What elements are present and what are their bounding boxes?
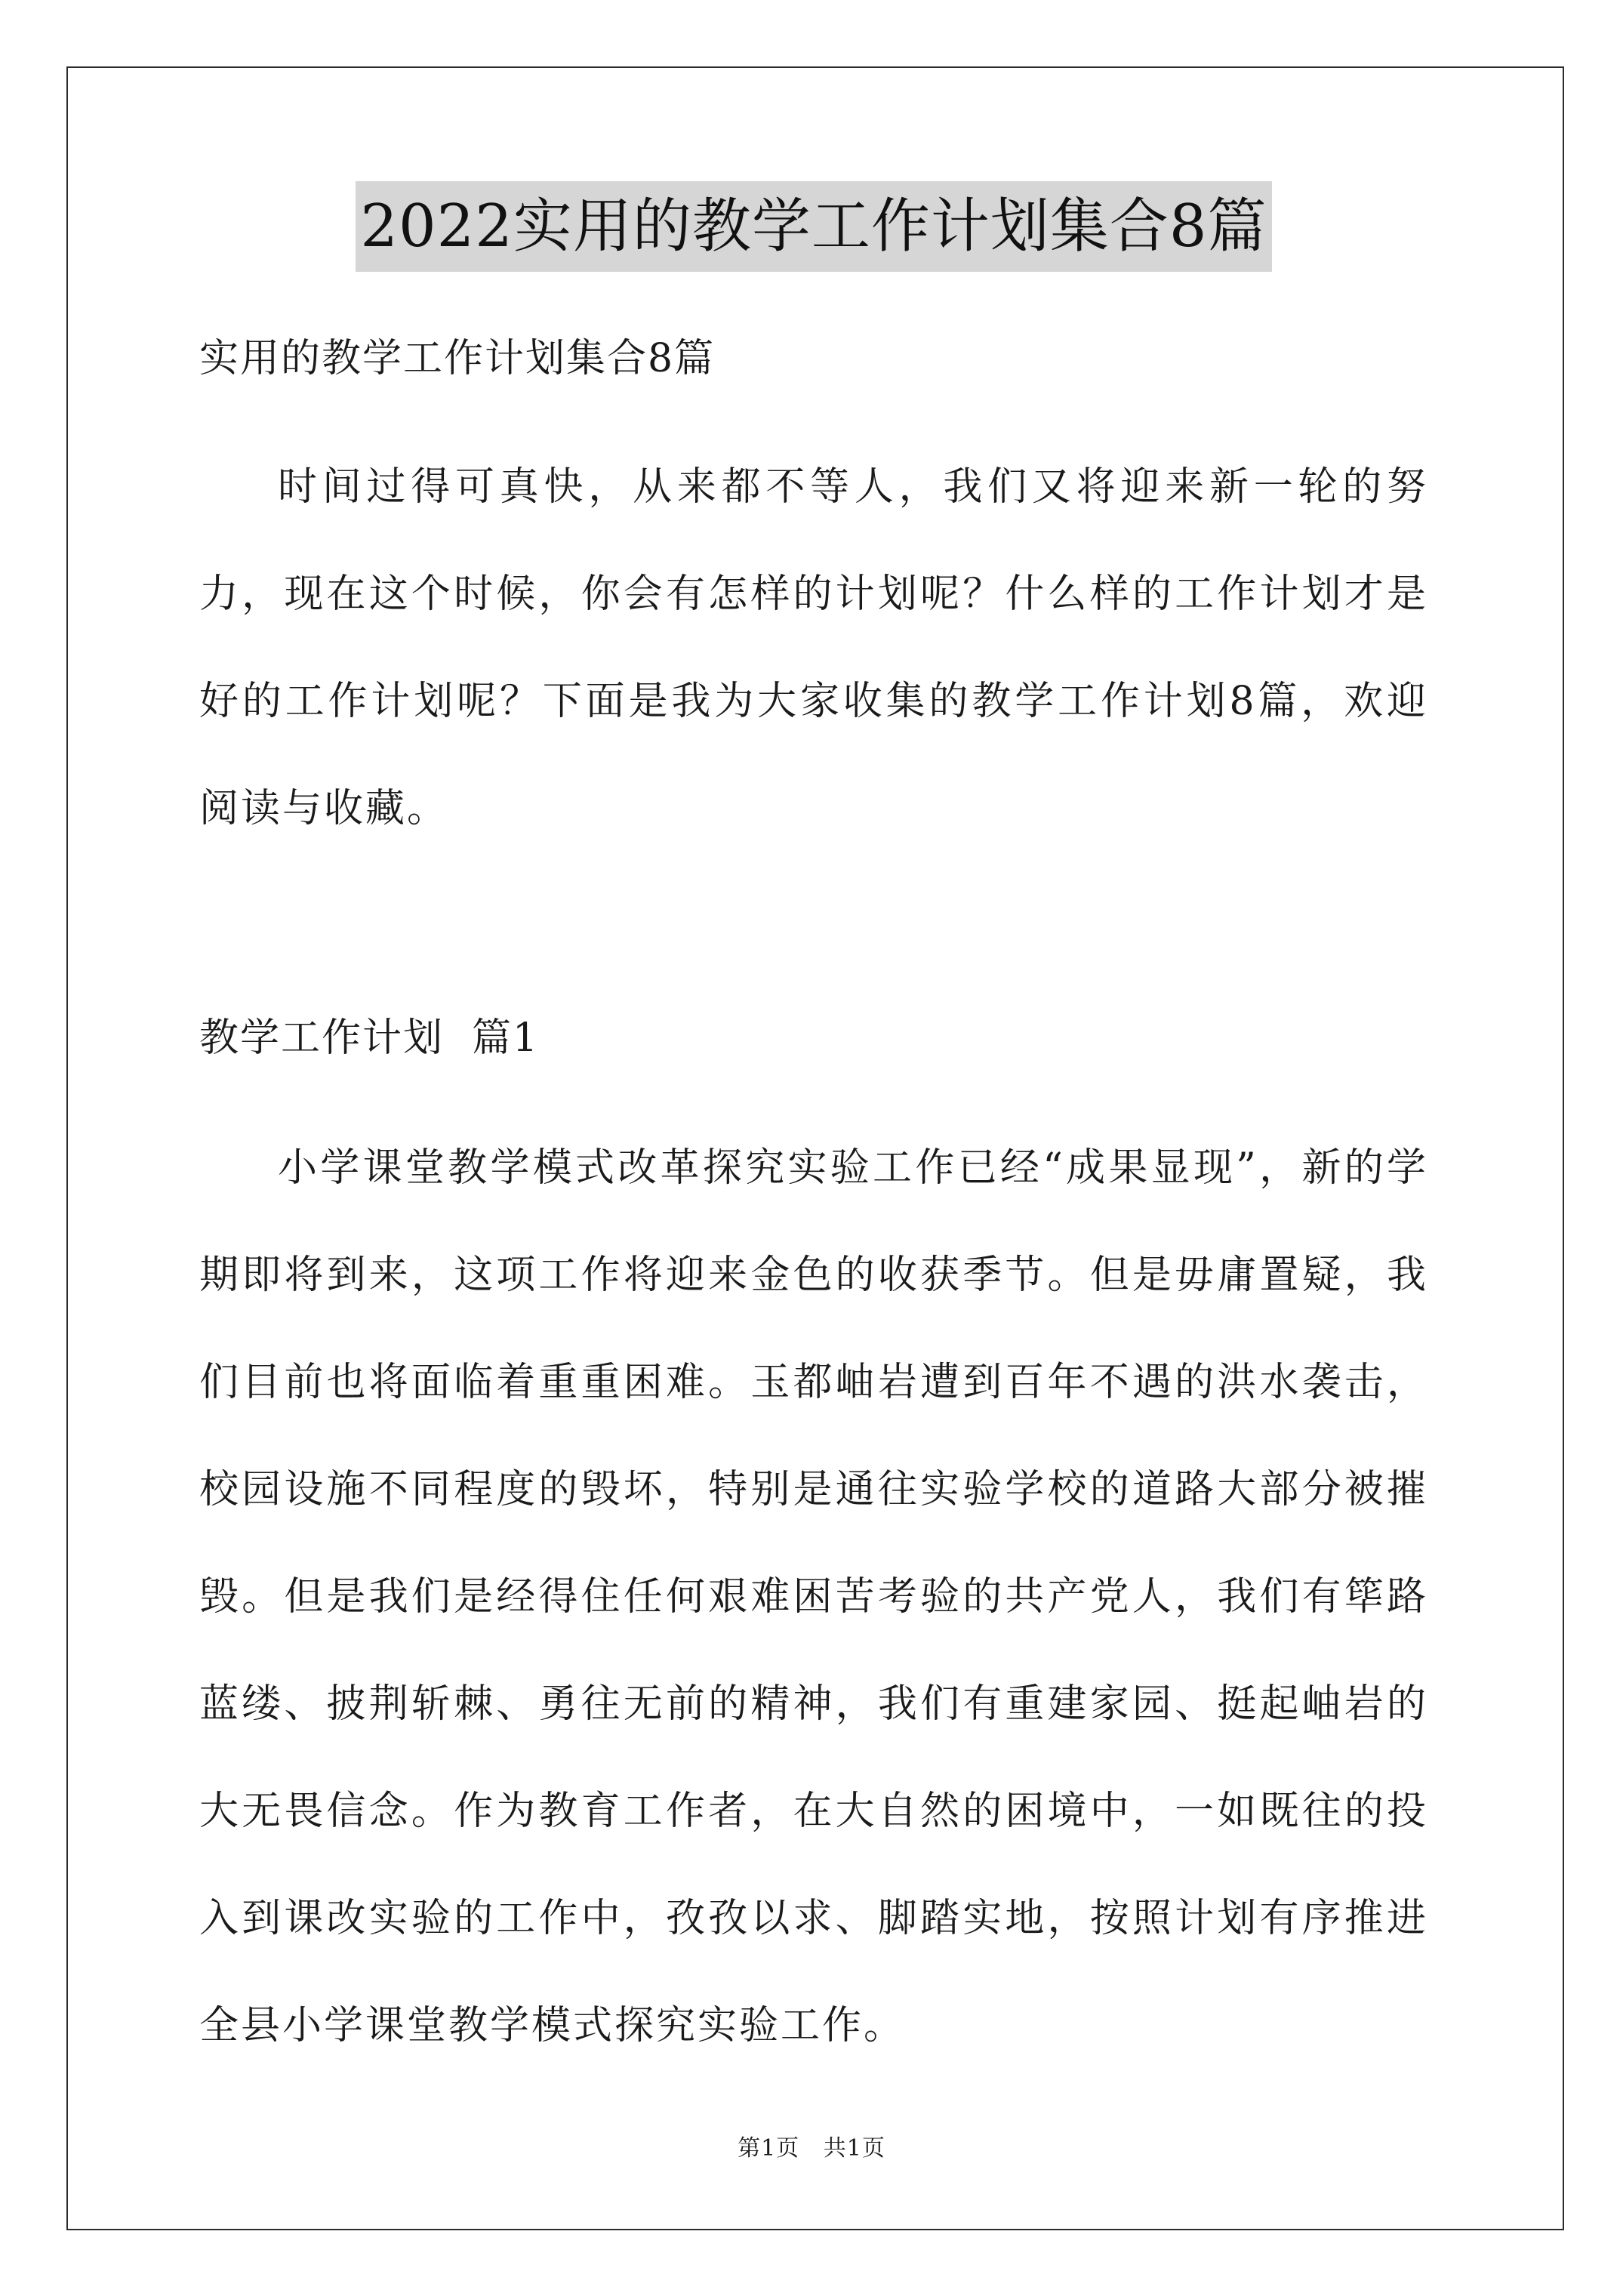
document-title: 2022实用的教学工作计划集合8篇 (356, 181, 1271, 272)
section-1-heading: 教学工作计划 篇1 (199, 1015, 540, 1061)
intro-paragraph: 时间过得可真快，从来都不等人，我们又将迎来新一轮的努力，现在这个时候，你会有怎样的计划呢？什么样的工作计划才是好的工作计划呢？下面是我为大家收集的教学工作计划8篇，欢迎阅读与收藏。 (199, 464, 1428, 831)
document-body (199, 181, 1428, 2079)
document-subtitle: 实用的教学工作计划集合8篇 (199, 336, 716, 381)
section-1-paragraph: 小学课堂教学模式改革探究实验工作已经“成果显现”，新的学期即将到来，这项工作将迎来金色的收获季节。但是毋庸置疑，我们目前也将面临着重重困难。玉都岫岩遭到百年不遇的洪水袭击，校园设施不同程度的毁坏，特别是通往实验学校的道路大部分被摧毁。但是我们是经得住任何艰难困苦考验的共产党人，我们有筚路蓝缕、披荆斩棘、勇往无前的精神，我们有重建家园、挺起岫岩的大无畏信念。作为教育工作者，在大自然的困境中，一如既往的投入到课改实验的工作中，孜孜以求、脚踏实地，按照计划有序推进全县小学课堂教学模式探究实验工作。 (199, 1145, 1428, 2048)
page-footer: 第1页 共1页 (738, 2135, 885, 2162)
title-container (199, 181, 1428, 272)
